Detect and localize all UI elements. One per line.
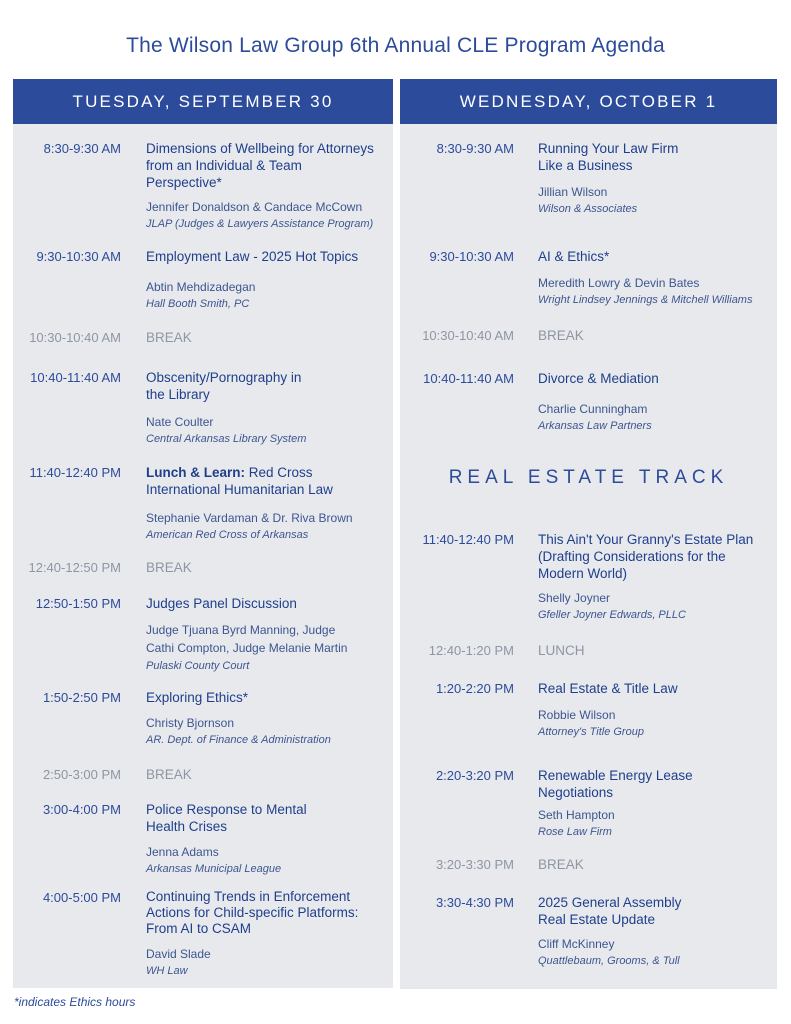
session-title: [146, 464, 378, 498]
session-title-rest: Red Cross International Humanitarian Law: [146, 465, 333, 497]
session-organization: WH Law: [146, 965, 188, 977]
session-time: 10:30-10:40 AM: [422, 328, 514, 343]
session-organization: AR. Dept. of Finance & Administration: [146, 734, 331, 746]
session-speaker: Abtin Mehdizadegan: [146, 280, 256, 294]
session-speaker: Jillian Wilson: [538, 185, 608, 199]
session-title: Employment Law - 2025 Hot Topics: [146, 249, 359, 264]
session-organization: American Red Cross of Arkansas: [146, 529, 309, 541]
session-speaker: Stephanie Vardaman & Dr. Riva Brown: [146, 511, 353, 525]
session-title: 2025 General Assembly Real Estate Update: [538, 895, 682, 927]
break-label: BREAK: [146, 330, 192, 345]
session-time: 11:40-12:40 PM: [422, 532, 514, 547]
session-time: 4:00-5:00 PM: [42, 890, 121, 905]
session-speaker: Meredith Lowry & Devin Bates: [538, 276, 700, 290]
session-time: 8:30-9:30 AM: [436, 141, 514, 156]
session-speaker: Charlie Cunningham: [538, 402, 648, 416]
session-time: 12:50-1:50 PM: [35, 596, 121, 611]
session-speaker: Nate Coulter: [146, 415, 214, 429]
session-organization: Arkansas Municipal League: [146, 863, 282, 875]
session-time: 10:30-10:40 AM: [29, 330, 121, 345]
session-title: Exploring Ethics*: [146, 690, 249, 705]
tuesday-header: TUESDAY, SEPTEMBER 30: [13, 79, 393, 124]
session-organization: Hall Booth Smith, PC: [146, 298, 250, 310]
session-title: AI & Ethics*: [538, 249, 610, 264]
session-time: 2:20-3:20 PM: [435, 768, 514, 783]
session-title: This Ain't Your Granny's Estate Plan (Drafting Considerations for the Modern World): [538, 532, 754, 581]
tuesday-column: [13, 79, 393, 988]
session-organization: Wright Lindsey Jennings & Mitchell Williams: [538, 294, 753, 306]
break-label: BREAK: [538, 857, 584, 872]
session-speaker: Robbie Wilson: [538, 708, 616, 722]
session-title: Obscenity/Pornography in the Library: [146, 370, 302, 402]
session-title: Dimensions of Wellbeing for Attorneys from an Individual & Team Perspective*: [146, 141, 374, 190]
session-title-bold: Lunch & Learn:: [146, 465, 246, 480]
session-speaker: Seth Hampton: [538, 808, 615, 822]
session-organization: Wilson & Associates: [538, 203, 638, 215]
session-time: 10:40-11:40 AM: [30, 370, 121, 385]
session-speaker: Judge Tjuana Byrd Manning, Judge Cathi Compton, Judge Melanie Martin: [146, 623, 348, 655]
break-label: BREAK: [538, 328, 584, 343]
session-organization: Quattlebaum, Grooms, & Tull: [538, 955, 680, 967]
session-time: 8:30-9:30 AM: [43, 141, 121, 156]
session-time: 9:30-10:30 AM: [429, 249, 514, 264]
ethics-footnote: *indicates Ethics hours: [14, 995, 136, 1009]
session-time: 10:40-11:40 AM: [423, 371, 514, 386]
session-time: 1:50-2:50 PM: [42, 690, 121, 705]
session-title: Running Your Law Firm Like a Business: [538, 141, 679, 173]
session-speaker: Shelly Joyner: [538, 591, 611, 605]
session-title: Police Response to Mental Health Crises: [146, 802, 307, 834]
break-label: BREAK: [146, 560, 192, 575]
session-speaker: Jennifer Donaldson & Candace McCown: [146, 200, 363, 214]
session-time: 1:20-2:20 PM: [435, 681, 514, 696]
session-title: Judges Panel Discussion: [146, 596, 297, 611]
session-title: Divorce & Mediation: [538, 371, 659, 386]
session-time: 3:30-4:30 PM: [435, 895, 514, 910]
session-organization: Gfeller Joyner Edwards, PLLC: [538, 609, 686, 621]
session-time: 11:40-12:40 PM: [29, 465, 121, 480]
session-organization: Central Arkansas Library System: [146, 433, 307, 445]
session-time: 3:00-4:00 PM: [42, 802, 121, 817]
real-estate-track-heading: REAL ESTATE TRACK: [448, 467, 729, 488]
session-time: 3:20-3:30 PM: [435, 857, 514, 872]
session-organization: Attorney's Title Group: [538, 726, 644, 738]
session-title: Continuing Trends in Enforcement Actions for Child-specific Platforms: From AI to CSAM: [146, 889, 359, 936]
session-organization: JLAP (Judges & Lawyers Assistance Program): [146, 218, 374, 230]
session-time: 12:40-1:20 PM: [428, 643, 514, 658]
session-speaker: Jenna Adams: [146, 845, 219, 859]
session-speaker: Christy Bjornson: [146, 716, 235, 730]
session-speaker: David Slade: [146, 947, 211, 961]
page-title: The Wilson Law Group 6th Annual CLE Program Agenda: [126, 34, 665, 57]
session-organization: Pulaski County Court: [146, 660, 250, 672]
session-time: 2:50-3:00 PM: [42, 767, 121, 782]
lunch-label: LUNCH: [538, 643, 585, 658]
session-title: Renewable Energy Lease Negotiations: [538, 768, 693, 800]
session-time: 12:40-12:50 PM: [28, 560, 121, 575]
wednesday-header: WEDNESDAY, OCTOBER 1: [400, 79, 777, 124]
session-speaker: Cliff McKinney: [538, 937, 615, 951]
session-organization: Rose Law Firm: [538, 826, 612, 838]
wednesday-column: [400, 79, 777, 989]
session-time: 9:30-10:30 AM: [36, 249, 121, 264]
break-label: BREAK: [146, 767, 192, 782]
session-title: Real Estate & Title Law: [538, 681, 678, 696]
session-organization: Arkansas Law Partners: [538, 420, 652, 432]
